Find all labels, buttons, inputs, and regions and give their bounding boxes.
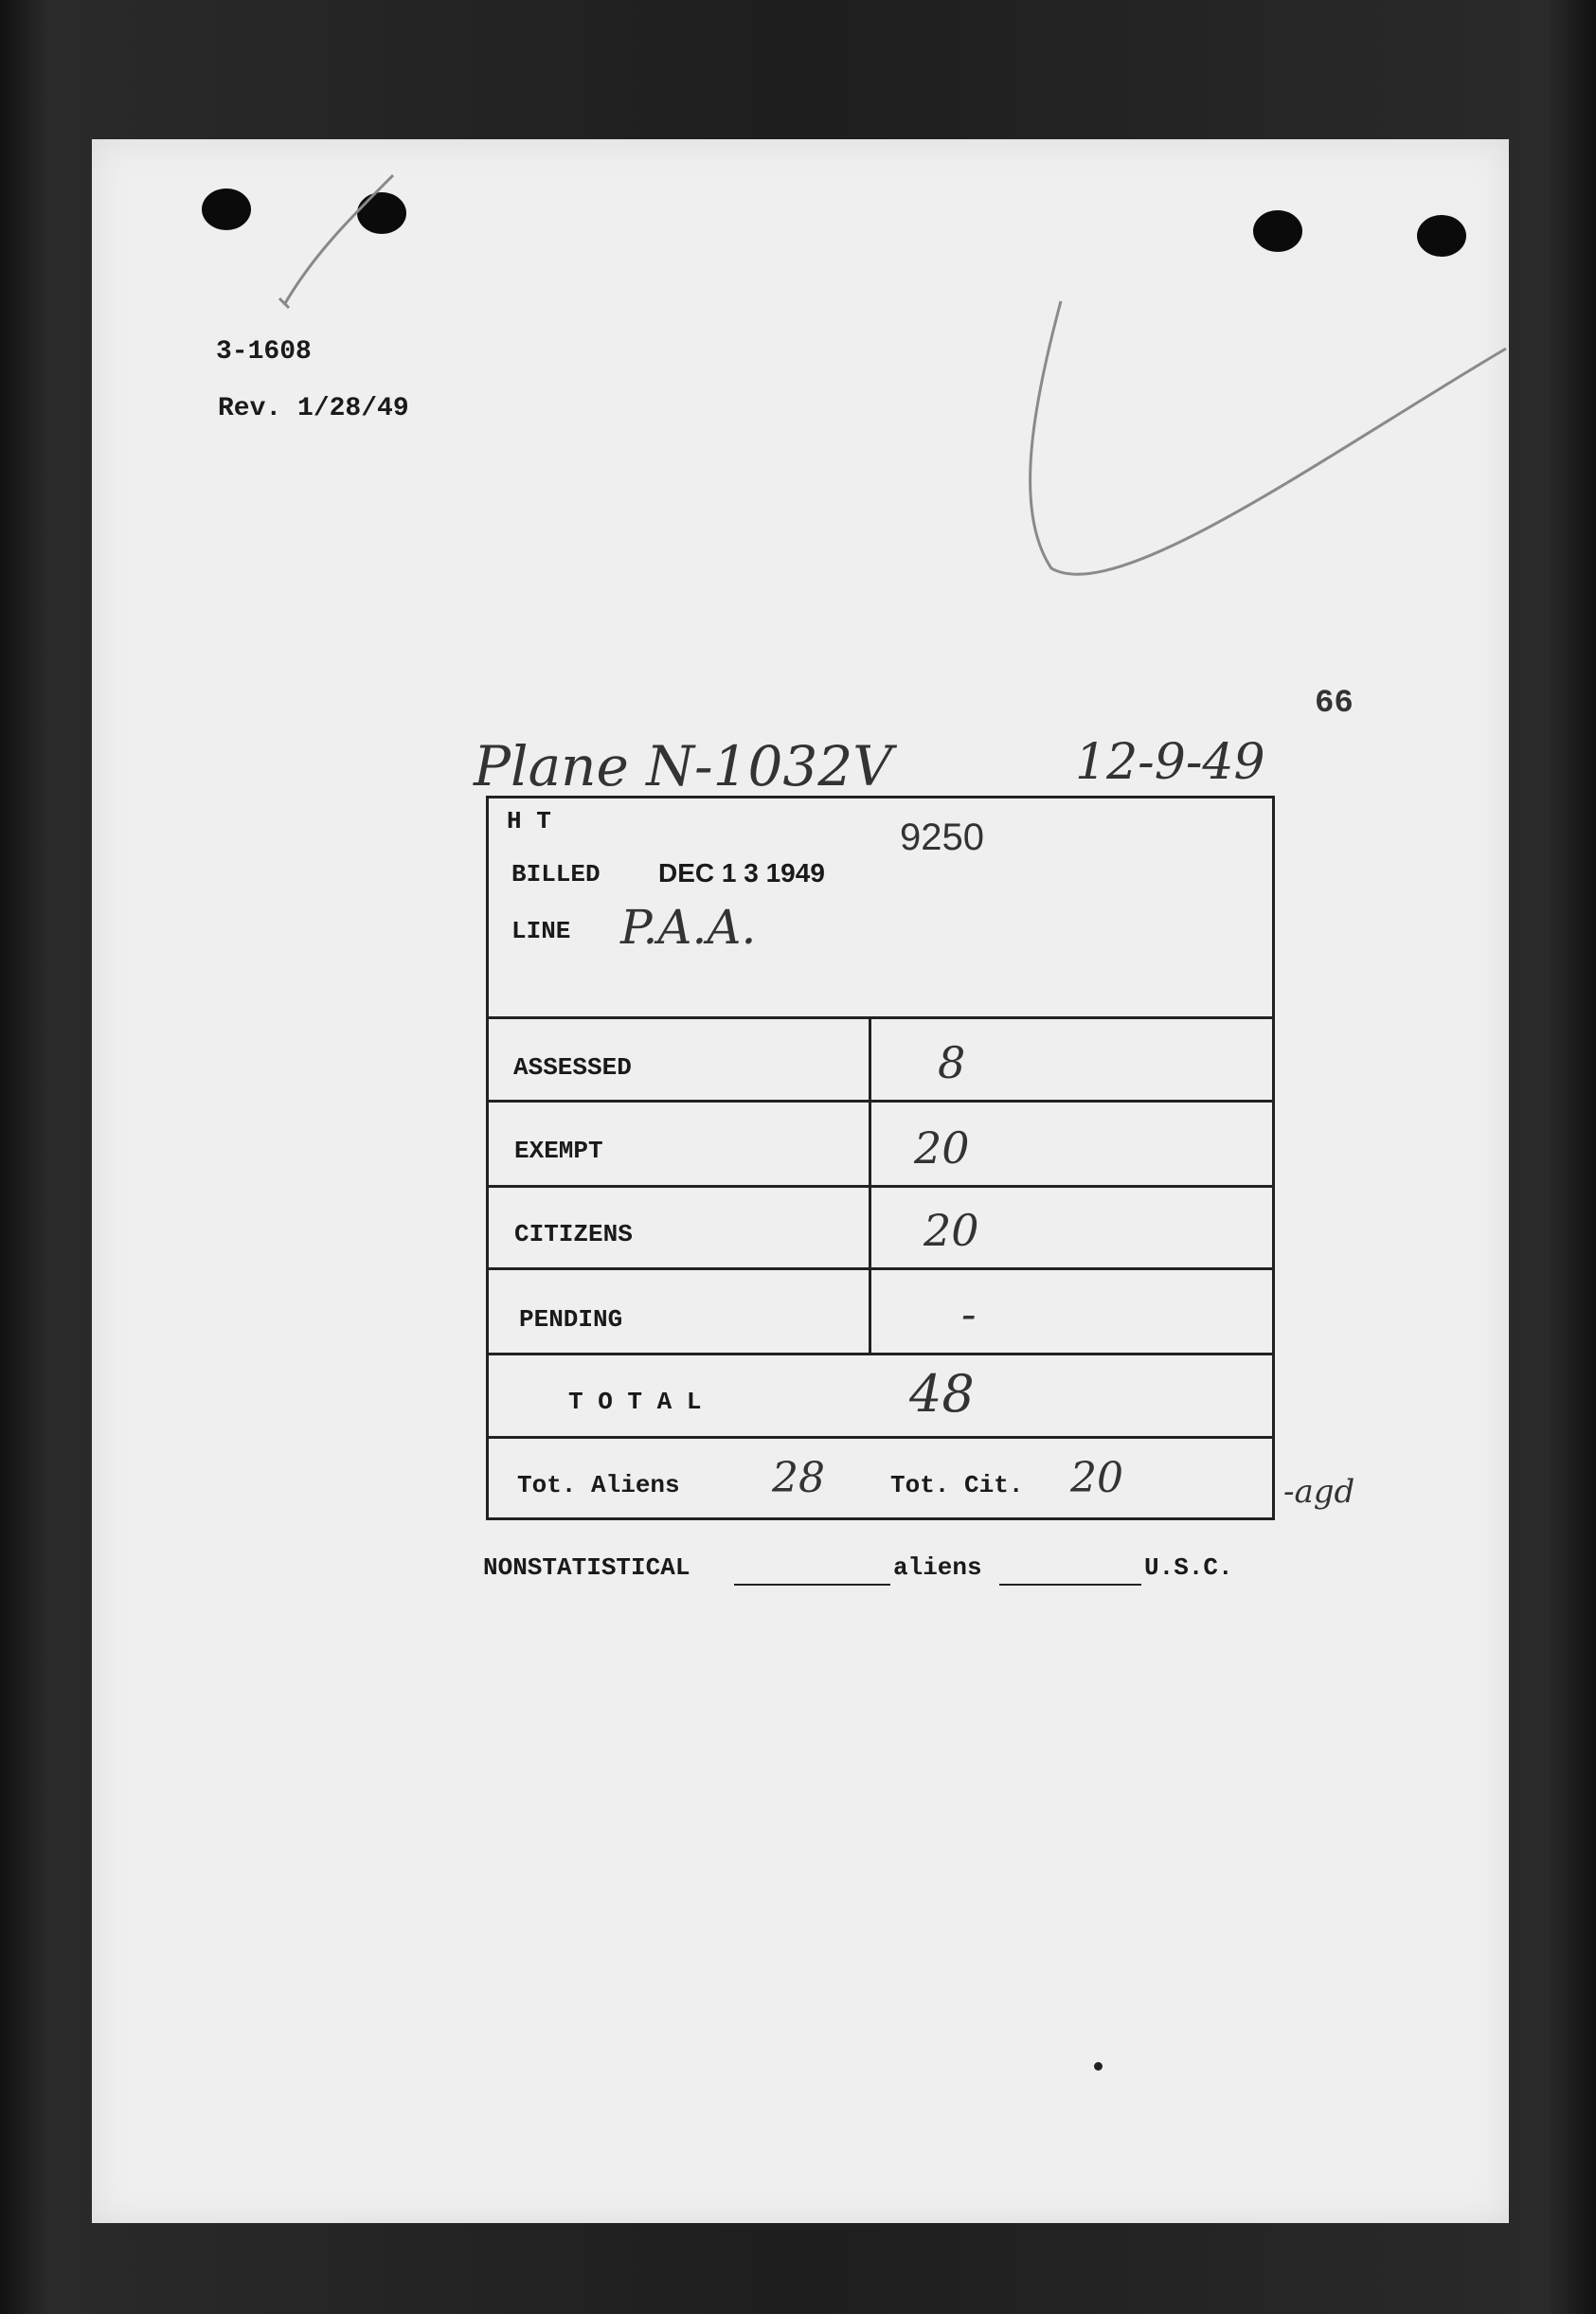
pending-label: PENDING: [519, 1305, 623, 1334]
billed-date-stamp: DEC 1 3 1949: [658, 858, 825, 888]
tot-cit-value: 20: [1070, 1454, 1123, 1502]
form-number: 3-1608: [216, 337, 312, 367]
nonstatistical-blank: [734, 1584, 890, 1586]
billed-label: BILLED: [511, 860, 601, 888]
plane-handwriting: Plane N-1032V: [474, 734, 893, 798]
date-handwriting: 12-9-49: [1075, 734, 1265, 791]
total-value: 48: [909, 1364, 975, 1424]
usc-label: U.S.C.: [1144, 1553, 1233, 1582]
ht-number: 9250: [900, 816, 984, 858]
assessed-label: ASSESSED: [513, 1053, 632, 1082]
exempt-label: EXEMPT: [514, 1137, 603, 1165]
tot-cit-label: Tot. Cit.: [890, 1471, 1024, 1499]
nonstatistical-label: NONSTATISTICAL: [483, 1553, 690, 1582]
revision-date: Rev. 1/28/49: [218, 394, 409, 423]
tot-aliens-label: Tot. Aliens: [517, 1471, 680, 1499]
ht-label: H T: [507, 807, 551, 835]
tot-aliens-value: 28: [772, 1454, 825, 1502]
assessed-value: 8: [938, 1037, 966, 1088]
initials-handwriting: -agd: [1283, 1473, 1355, 1511]
aliens-blank: [999, 1584, 1141, 1586]
page-number: 66: [1315, 686, 1354, 722]
exempt-value: 20: [914, 1122, 970, 1174]
aliens-label: aliens: [893, 1553, 982, 1582]
citizens-value: 20: [924, 1205, 979, 1256]
line-label: LINE: [511, 917, 571, 945]
line-handwriting: P.A.A.: [620, 900, 757, 955]
pending-value: -: [961, 1288, 977, 1339]
citizens-label: CITIZENS: [514, 1220, 633, 1248]
total-label: T O T A L: [568, 1388, 702, 1416]
paper-speck: [1094, 2062, 1103, 2071]
